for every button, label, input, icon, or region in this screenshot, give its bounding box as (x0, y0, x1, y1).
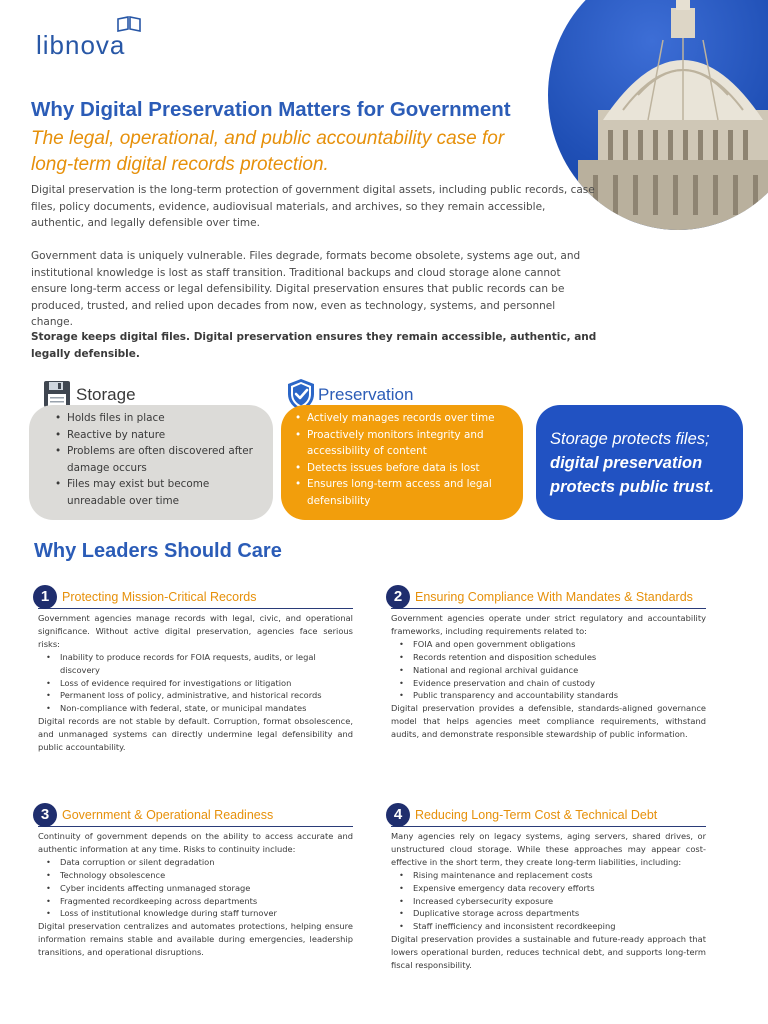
list-item: • Staff inefficiency and inconsistent recordkeeping (391, 920, 706, 933)
block-title: Protecting Mission-Critical Records (62, 590, 257, 604)
storage-card (29, 405, 273, 520)
leader-block-1 (38, 587, 353, 754)
preservation-heading: Preservation (318, 385, 414, 404)
list-item: • Files may exist but become unreadable over time (53, 476, 263, 509)
list-item: • Loss of evidence required for investigations or litigation (38, 677, 353, 690)
block-outro: Digital preservation provides a sustainable and future-ready approach that lowers operational burden, reduces technical debt, and supports long-term fiscal responsibility. (391, 934, 706, 971)
list-item: • Actively manages records over time (293, 410, 513, 427)
list-item: • Rising maintenance and replacement costs (391, 869, 706, 882)
block-intro: Government agencies operate under strict regulatory and accountability frameworks, including requirements related to: (391, 613, 706, 636)
intro-key-statement: Storage keeps digital files. Digital preservation ensures they remain accessible, authentic, and legally defensible. (31, 331, 597, 360)
list-item: • Technology obsolescence (38, 869, 353, 882)
list-item: • Detects issues before data is lost (293, 460, 513, 477)
block-outro: Digital preservation centralizes and automates protections, helping ensure information remains stable and available during emergencies, leadership transitions, and operational disruptions. (38, 921, 353, 958)
list-item: • Permanent loss of policy, administrative, and historical records (38, 689, 353, 702)
block-number-badge: 2 (386, 585, 410, 609)
storage-heading: Storage (76, 385, 136, 404)
list-item: • Problems are often discovered after damage occurs (53, 443, 263, 476)
block-title: Ensuring Compliance With Mandates & Standards (415, 590, 693, 604)
block-number-badge: 3 (33, 803, 57, 827)
trust-quote-card (536, 405, 743, 520)
list-item: • Public transparency and accountability standards (391, 689, 706, 702)
block-body (38, 609, 353, 754)
block-number-badge: 1 (33, 585, 57, 609)
quote-line-1: Storage protects files; (550, 430, 710, 448)
list-item: • Cyber incidents affecting unmanaged storage (38, 882, 353, 895)
intro-paragraph-2: Government data is uniquely vulnerable. Files degrade, formats become obsolete, systems age out, and institutional knowledge is lost as staff transition. Traditional backups and cloud storage alone cannot ensure long-term access or legal defensibility. Digital preservation ensures that public records can be produced, trusted, and relied upon decades from now, even as technology, systems, and personnel change. (31, 250, 581, 328)
list-item: • Records retention and disposition schedules (391, 651, 706, 664)
list-item: • Inability to produce records for FOIA requests, audits, or legal discovery (38, 651, 353, 677)
list-item: • Data corruption or silent degradation (38, 856, 353, 869)
quote-line-2: digital preservation protects public trust. (550, 454, 715, 496)
list-item: • Fragmented recordkeeping across departments (38, 895, 353, 908)
floppy-disk-icon (43, 380, 71, 408)
block-header (38, 587, 353, 609)
section-title-leaders: Why Leaders Should Care (34, 540, 282, 562)
page-title: Why Digital Preservation Matters for Government (31, 98, 511, 121)
leader-block-4 (391, 805, 706, 972)
list-item: • FOIA and open government obligations (391, 638, 706, 651)
block-body (38, 827, 353, 959)
block-title: Government & Operational Readiness (62, 808, 274, 822)
block-header (391, 587, 706, 609)
brand-logo (36, 16, 146, 60)
block-body (391, 609, 706, 741)
block-intro: Many agencies rely on legacy systems, aging servers, shared drives, or unstructured cloud storage. While these approaches may appear cost-effective in the short term, they create long-term liabilities, including: (391, 831, 706, 867)
list-item: • Evidence preservation and chain of custody (391, 677, 706, 690)
list-item: • Loss of institutional knowledge during staff turnover (38, 907, 353, 920)
list-item: • Duplicative storage across departments (391, 907, 706, 920)
block-intro: Government agencies manage records with legal, civic, and operational significance. Without active digital preservation, agencies face serious risks: (38, 613, 353, 649)
leader-block-2 (391, 587, 706, 741)
block-intro: Continuity of government depends on the ability to access accurate and authentic information at any time. Risks to continuity include: (38, 831, 353, 854)
list-item: • Proactively monitors integrity and accessibility of content (293, 427, 513, 460)
list-item: • Reactive by nature (53, 427, 263, 444)
brand-name: libnova (36, 30, 126, 60)
list-item: • Expensive emergency data recovery efforts (391, 882, 706, 895)
page-subtitle: The legal, operational, and public accountability case for long-term digital records protection. (31, 128, 505, 175)
block-outro: Digital preservation provides a defensible, standards-aligned governance model that helps agencies meet compliance requirements, withstand audits, and demonstrate responsible stewardship of public information. (391, 703, 706, 740)
block-body (391, 827, 706, 972)
list-item: • National and regional archival guidance (391, 664, 706, 677)
preservation-card (281, 405, 523, 520)
list-item: • Ensures long-term access and legal defensibility (293, 476, 513, 509)
block-header (38, 805, 353, 827)
intro-paragraph-1: Digital preservation is the long-term protection of government digital assets, including public records, case files, policy documents, evidence, audiovisual materials, and archives, so they remain accessible, authentic, and legally defensible over time. (31, 184, 595, 229)
block-title: Reducing Long-Term Cost & Technical Debt (415, 808, 658, 822)
block-outro: Digital records are not stable by default. Corruption, format obsolescence, and unmanaged systems can directly undermine legal defensibility and public accountability. (38, 716, 353, 753)
leader-block-3 (38, 805, 353, 959)
list-item: • Non-compliance with federal, state, or municipal mandates (38, 702, 353, 715)
block-header (391, 805, 706, 827)
block-number-badge: 4 (386, 803, 410, 827)
list-item: • Increased cybersecurity exposure (391, 895, 706, 908)
list-item: • Holds files in place (53, 410, 263, 427)
